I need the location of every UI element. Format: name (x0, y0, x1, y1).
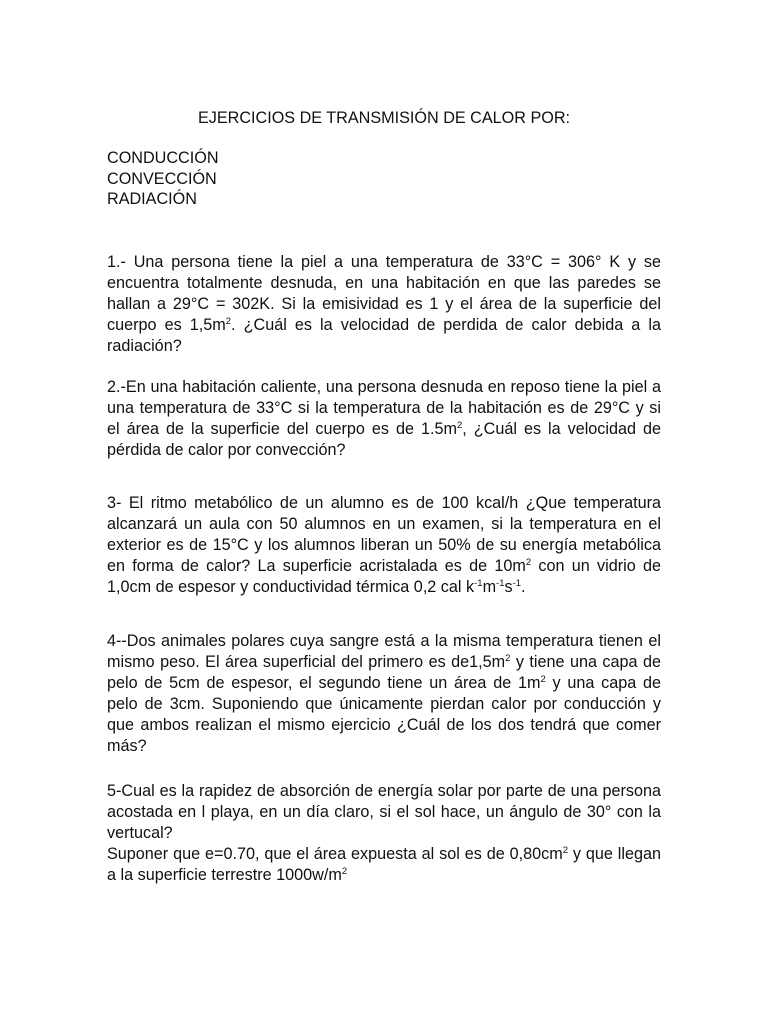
exercise-1 (107, 252, 661, 357)
exercise-5-sup-2: 2 (341, 866, 348, 877)
topic-list (107, 148, 219, 210)
exercise-4-sup-2: 2 (540, 674, 546, 685)
exercise-3-sup-4: -1 (512, 578, 522, 589)
exercise-3-sup-2: -1 (474, 578, 483, 589)
exercise-5-text-b: Suponer que e=0.70, que el área expuesta al sol es de 0,80cm (107, 845, 563, 863)
exercise-3-text-b: con un vidrio de 1,0cm de espesor y conductividad térmica 0,2 cal k (107, 557, 661, 596)
exercise-2-sup-1: 2 (456, 420, 463, 431)
exercise-4-text-a: 4--Dos animales polares cuya sangre está a la misma temperatura tienen el mismo peso. El área superficial del primero es de1,5m (107, 632, 661, 671)
exercise-3-text-c: m (482, 578, 497, 596)
exercise-3-text-e: . (521, 578, 526, 596)
exercise-3-sup-3: -1 (496, 578, 505, 589)
document-title: EJERCICIOS DE TRANSMISIÓN DE CALOR POR: (197, 109, 571, 127)
exercise-3 (107, 493, 661, 598)
exercise-5-text-c: y que llegan a la superficie terrestre 1000w/m (107, 845, 661, 884)
exercise-3-text-d: s (504, 578, 513, 596)
exercise-4-text-c: y una capa de pelo de 3cm. Suponiendo que únicamente pierdan calor por conducción y que ambos realizan el mismo ejercicio ¿Cuál de los dos tendrá que comer más? (107, 674, 661, 755)
exercise-5-text-a: 5-Cual es la rapidez de absorción de energía solar por parte de una persona acostada en l playa, en un día claro, si el sol hace, un ángulo de 30° con la vertucal? (107, 782, 661, 842)
exercise-1-text-a: 1.- Una persona tiene la piel a una temperatura de 33°C = 306° K y se encuentra totalmente desnuda, en una habitación en que las paredes se hallan a 29°C = 302K. Si la emisividad es 1 y el área de la superficie del cuerpo es 1,5m (107, 253, 661, 334)
exercise-5-question (107, 781, 661, 844)
exercise-1-text-b: . ¿Cuál es la velocidad de perdida de calor debida a la radiación? (107, 316, 661, 355)
exercise-3-sup-1: 2 (525, 557, 532, 568)
topic-item-conduccion: CONDUCCIÓN (107, 149, 219, 167)
exercise-4-text-b: y tiene una capa de pelo de 5cm de espesor, el segundo tiene un área de 1m (107, 653, 661, 692)
exercise-2-text-a: 2.-En una habitación caliente, una persona desnuda en reposo tiene la piel a una temperatura de 33°C si la temperatura de la habitación es de 29°C y si el área de la superficie del cuerpo es de 1.5m (107, 378, 661, 438)
exercise-5 (107, 781, 661, 886)
topic-item-radiacion: RADIACIÓN (107, 190, 197, 208)
exercise-5-assumptions (107, 844, 661, 886)
exercise-4-sup-1: 2 (505, 653, 511, 664)
topic-item-conveccion: CONVECCIÓN (107, 169, 217, 188)
exercise-5-sup-1: 2 (562, 845, 568, 856)
exercise-2-text-b: , ¿Cuál es la velocidad de pérdida de calor por convección? (107, 420, 662, 459)
exercise-1-sup-1: 2 (225, 316, 232, 327)
exercise-4 (107, 631, 661, 757)
exercise-3-text-a: 3- El ritmo metabólico de un alumno es de 100 kcal/h ¿Que temperatura alcanzará un aula con 50 alumnos en un examen, si la temperatura en el exterior es de 15°C y los alumnos liberan un 50% de su energía metabólica en forma de calor? La superficie acristalada es de 10m (107, 494, 661, 575)
exercise-2 (107, 377, 661, 461)
